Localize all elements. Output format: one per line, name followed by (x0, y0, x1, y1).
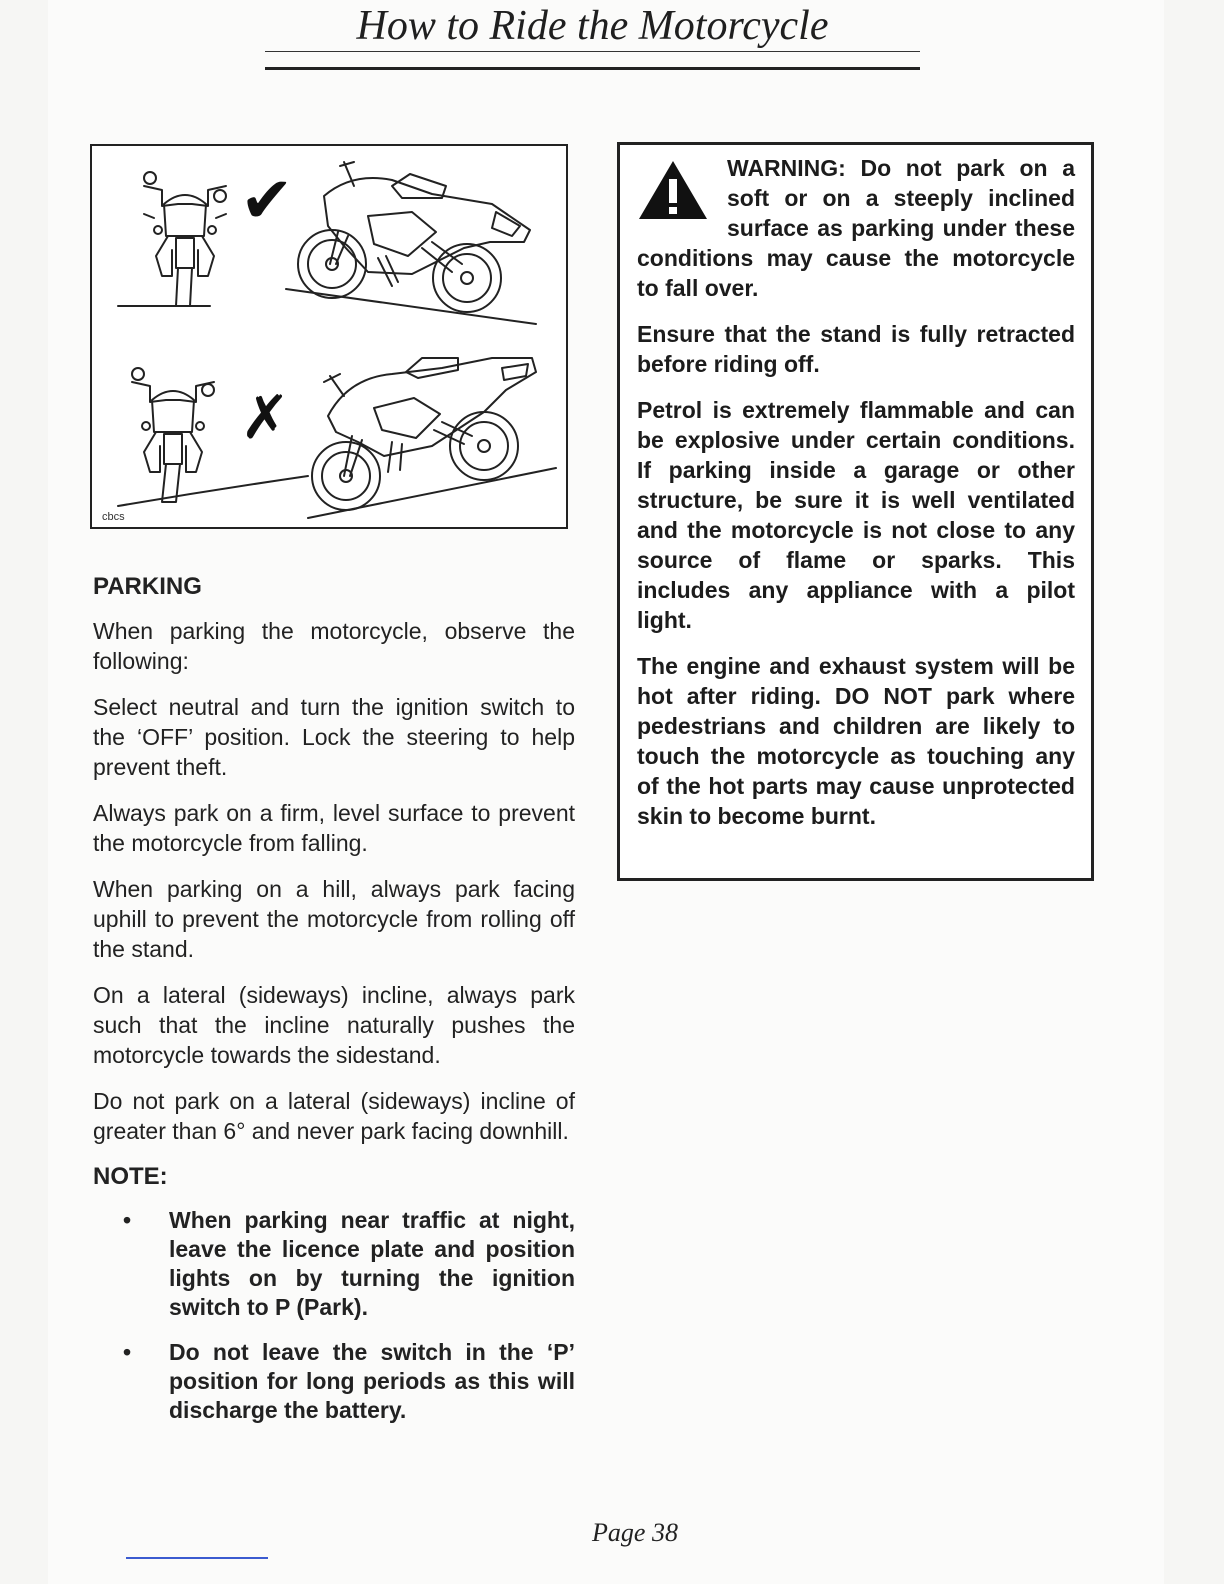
bullet-icon: • (123, 1207, 132, 1233)
figure-code: cbcs (102, 511, 125, 523)
note-heading: NOTE: (93, 1163, 168, 1190)
note-text: When parking near traffic at night, leave the licence plate and position lights on by turning the ignition switch to P (Park). (169, 1207, 575, 1320)
parking-illustration (90, 144, 568, 529)
warning-paragraph: Ensure that the stand is fully retracted before riding off. (637, 321, 1075, 377)
parking-paragraph: When parking the motorcycle, observe the following: (93, 618, 575, 674)
warning-triangle-icon (637, 159, 709, 221)
note-list (93, 1206, 575, 1425)
parking-paragraph: On a lateral (sideways) incline, always park such that the incline naturally pushes the motorcycle towards the sidestand. (93, 982, 575, 1068)
check-mark-icon: ✔ (240, 164, 294, 238)
warning-paragraph: The engine and exhaust system will be hot after riding. DO NOT park where pedestrians and children are likely to touch the motorcycle as touching any of the hot parts may cause unprotected skin to become burnt. (637, 653, 1075, 829)
parking-paragraph: When parking on a hill, always park facing uphill to prevent the motorcycle from rolling off the stand. (93, 876, 575, 962)
cross-mark-icon: ✗ (240, 383, 291, 453)
title-rule-thick (265, 67, 920, 70)
parking-paragraph: Select neutral and turn the ignition switch to the ‘OFF’ position. Lock the steering to help prevent theft. (93, 694, 575, 780)
note-item (93, 1206, 575, 1322)
title-rule-thin (265, 51, 920, 52)
parking-paragraph: Always park on a firm, level surface to prevent the motorcycle from falling. (93, 800, 575, 856)
warning-box (617, 142, 1094, 881)
side-view-level-motorcycle (286, 162, 536, 324)
warning-paragraph: Petrol is extremely flammable and can be explosive under certain conditions. If parking inside a garage or other structure, be sure it is well ventilated and the motorcycle is not close to any source of flame or sparks. This includes any appliance with a pilot light. (637, 397, 1075, 633)
parking-paragraph: Do not park on a lateral (sideways) incline of greater than 6° and never park facing downhill. (93, 1088, 575, 1144)
parking-illustration-drawing (92, 146, 566, 527)
front-view-upright-motorcycle (118, 172, 226, 306)
parking-section (93, 572, 575, 1441)
page-number: Page 38 (592, 1518, 678, 1547)
page-title: How to Ride the Motorcycle (356, 3, 829, 49)
note-text: Do not leave the switch in the ‘P’ position for long periods as this will discharge the battery. (169, 1339, 575, 1423)
side-view-slope-motorcycle (308, 358, 556, 518)
parking-heading: PARKING (93, 573, 202, 600)
bullet-icon: • (123, 1339, 132, 1365)
note-item (93, 1338, 575, 1425)
footer-underline (126, 1557, 268, 1559)
warning-paragraph: WARNING: Do not park on a soft or on a steeply inclined surface as parking under these conditions may cause the motorcycle to fall over. (637, 155, 1075, 301)
